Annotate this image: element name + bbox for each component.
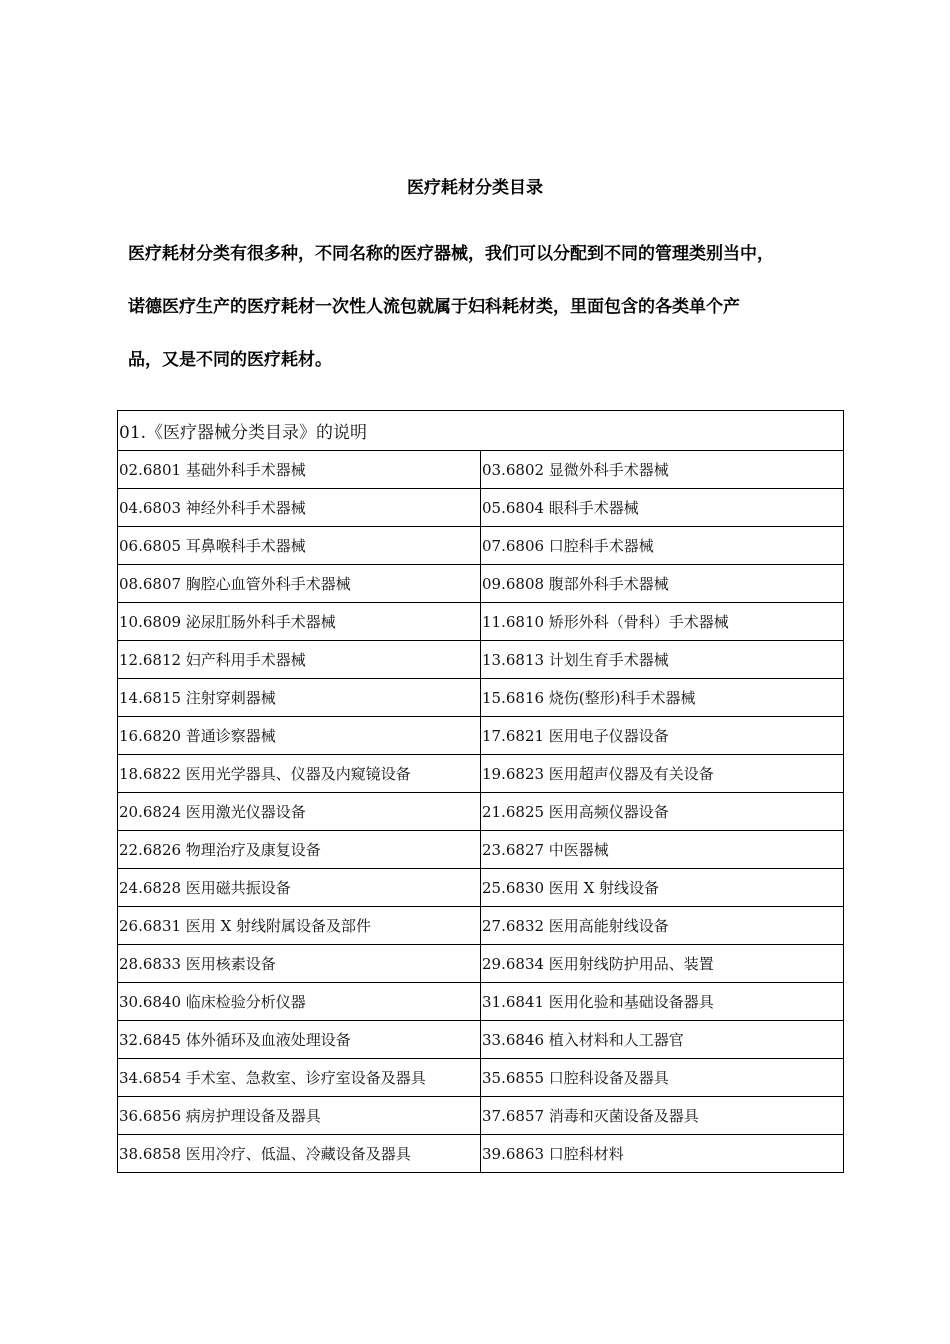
catalog-table	[117, 410, 844, 1173]
table-cell: 14.6815 注射穿刺器械	[118, 679, 481, 717]
table-row	[118, 945, 844, 983]
table-cell: 24.6828 医用磁共振设备	[118, 869, 481, 907]
table-row	[118, 603, 844, 641]
table-cell: 34.6854 手术室、急救室、诊疗室设备及器具	[118, 1059, 481, 1097]
table-cell: 11.6810 矫形外科（骨科）手术器械	[481, 603, 844, 641]
table-cell: 32.6845 体外循环及血液处理设备	[118, 1021, 481, 1059]
table-cell: 35.6855 口腔科设备及器具	[481, 1059, 844, 1097]
table-cell: 25.6830 医用 X 射线设备	[481, 869, 844, 907]
intro-line: 诺德医疗生产的医疗耗材一次性人流包就属于妇科耗材类，里面包含的各类单个产	[128, 297, 740, 317]
table-cell: 28.6833 医用核素设备	[118, 945, 481, 983]
table-cell: 18.6822 医用光学器具、仪器及内窥镜设备	[118, 755, 481, 793]
table-cell: 04.6803 神经外科手术器械	[118, 489, 481, 527]
table-cell: 07.6806 口腔科手术器械	[481, 527, 844, 565]
table-cell: 39.6863 口腔科材料	[481, 1135, 844, 1173]
table-cell: 30.6840 临床检验分析仪器	[118, 983, 481, 1021]
document-title: 医疗耗材分类目录	[407, 178, 543, 198]
table-row	[118, 1097, 844, 1135]
table-cell: 36.6856 病房护理设备及器具	[118, 1097, 481, 1135]
table-cell: 10.6809 泌尿肛肠外科手术器械	[118, 603, 481, 641]
intro-line: 品，又是不同的医疗耗材。	[128, 350, 332, 370]
table-header-row	[118, 411, 844, 451]
table-cell: 37.6857 消毒和灭菌设备及器具	[481, 1097, 844, 1135]
table-cell: 08.6807 胸腔心血管外科手术器械	[118, 565, 481, 603]
table-row	[118, 983, 844, 1021]
table-cell: 06.6805 耳鼻喉科手术器械	[118, 527, 481, 565]
table-cell: 12.6812 妇产科用手术器械	[118, 641, 481, 679]
table-cell: 21.6825 医用高频仪器设备	[481, 793, 844, 831]
table-row	[118, 755, 844, 793]
table-row	[118, 451, 844, 489]
table-cell: 27.6832 医用高能射线设备	[481, 907, 844, 945]
table-cell: 20.6824 医用激光仪器设备	[118, 793, 481, 831]
table-row	[118, 641, 844, 679]
table-cell: 33.6846 植入材料和人工器官	[481, 1021, 844, 1059]
table-row	[118, 1135, 844, 1173]
table-cell: 26.6831 医用 X 射线附属设备及部件	[118, 907, 481, 945]
table-row	[118, 1059, 844, 1097]
table-cell: 13.6813 计划生育手术器械	[481, 641, 844, 679]
table-row	[118, 1021, 844, 1059]
table-row	[118, 793, 844, 831]
table-cell: 15.6816 烧伤(整形)科手术器械	[481, 679, 844, 717]
table-row	[118, 527, 844, 565]
table-row	[118, 565, 844, 603]
table-cell: 23.6827 中医器械	[481, 831, 844, 869]
table-cell: 03.6802 显微外科手术器械	[481, 451, 844, 489]
table-cell: 09.6808 腹部外科手术器械	[481, 565, 844, 603]
table-cell: 22.6826 物理治疗及康复设备	[118, 831, 481, 869]
table-row	[118, 489, 844, 527]
table-row	[118, 679, 844, 717]
table-cell: 02.6801 基础外科手术器械	[118, 451, 481, 489]
table-cell: 31.6841 医用化验和基础设备器具	[481, 983, 844, 1021]
table-cell: 05.6804 眼科手术器械	[481, 489, 844, 527]
table-cell: 19.6823 医用超声仪器及有关设备	[481, 755, 844, 793]
catalog-table-body	[118, 411, 844, 1173]
table-row	[118, 907, 844, 945]
table-row	[118, 717, 844, 755]
table-row	[118, 831, 844, 869]
table-header-cell: 01.《医疗器械分类目录》的说明	[118, 411, 844, 451]
table-cell: 29.6834 医用射线防护用品、装置	[481, 945, 844, 983]
table-cell: 38.6858 医用冷疗、低温、冷藏设备及器具	[118, 1135, 481, 1173]
table-cell: 16.6820 普通诊察器械	[118, 717, 481, 755]
table-cell: 17.6821 医用电子仪器设备	[481, 717, 844, 755]
intro-paragraph	[128, 242, 840, 401]
table-row	[118, 869, 844, 907]
intro-line: 医疗耗材分类有很多种，不同名称的医疗器械，我们可以分配到不同的管理类别当中，	[128, 244, 774, 264]
